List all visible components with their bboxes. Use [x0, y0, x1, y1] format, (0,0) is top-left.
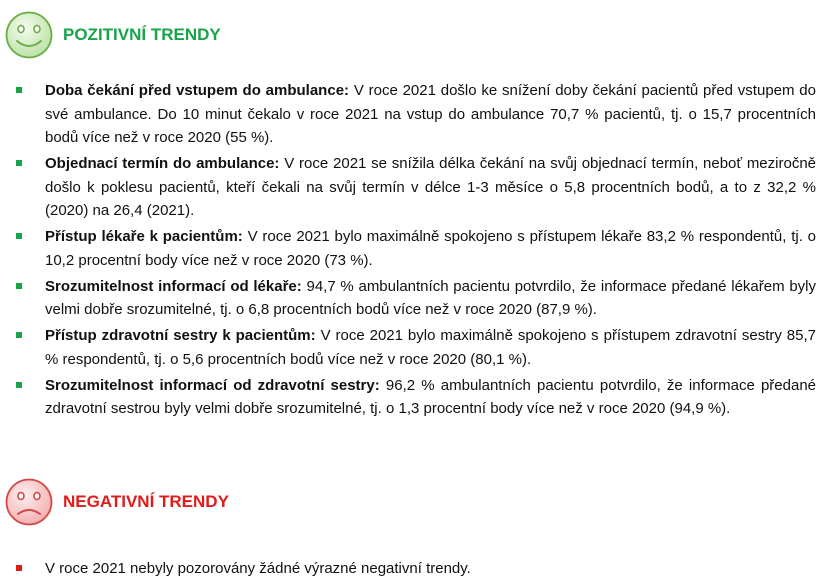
item-title: Přístup zdravotní sestry k pacientům: — [45, 327, 316, 344]
bullet-icon — [16, 332, 22, 338]
list-item — [16, 225, 816, 272]
item-title: Přístup lékaře k pacientům: — [45, 228, 243, 245]
item-text: V roce 2021 se snížila délka čekání na svůj objednací termín, neboť meziročně došlo k poklesu pacientů, kteří čekali na svůj termín v délce 1-3 měsíce o 5,8 procentních bodů, a to z 32,2 % (2020) na 26,4 (2021). — [45, 155, 817, 219]
list-item — [16, 374, 816, 421]
bullet-icon — [16, 565, 22, 571]
list-item — [16, 79, 816, 150]
bullet-icon — [16, 160, 22, 166]
positive-trends-heading: POZITIVNÍ TRENDY — [63, 25, 221, 44]
item-text: 94,7 % ambulantních pacientu potvrdilo, že informace předané lékařem byly velmi dobře srozumitelné, tj. o 6,8 procentních bodů více než v roce 2020 (87,9 %). — [45, 277, 816, 318]
item-text: V roce 2021 nebyly pozorovány žádné výrazné negativní trendy. — [45, 560, 471, 577]
item-text: V roce 2021 bylo maximálně spokojeno s přístupem lékaře 83,2 % respondentů, tj. o 10,2 procentní body více než v roce 2020 (73 %). — [45, 228, 816, 269]
list-item — [16, 557, 816, 581]
smiley-face-icon — [4, 10, 54, 60]
item-text: V roce 2021 došlo ke snížení doby čekání pacientů před vstupem do své ambulance. Do 10 minut čekalo v roce 2021 na vstup do ambulance 70,7 % pacientů, tj. o 15,7 procentních bodů více než v roce 2020 (55 %). — [45, 82, 816, 146]
negative-trends-heading: NEGATIVNÍ TRENDY — [63, 492, 229, 511]
bullet-icon — [16, 283, 22, 289]
positive-trends-list — [16, 79, 816, 423]
item-text: 96,2 % ambulantních pacientu potvrdilo, že informace předané zdravotní sestrou byly velmi dobře srozumitelné, tj. o 1,3 procentní body více než v roce 2020 (94,9 %). — [45, 376, 817, 417]
item-text: V roce 2021 bylo maximálně spokojeno s přístupem zdravotní sestry 85,7 % respondentů, tj. o 5,6 procentních bodů více než v roce 2020 (80,1 %). — [45, 327, 816, 368]
positive-trends-header — [4, 10, 221, 60]
negative-trends-list — [16, 557, 816, 583]
bullet-icon — [16, 233, 22, 239]
bullet-icon — [16, 87, 22, 93]
item-title: Objednací termín do ambulance: — [45, 155, 280, 172]
list-item — [16, 324, 816, 371]
list-item — [16, 275, 816, 322]
bullet-icon — [16, 382, 22, 388]
item-title: Srozumitelnost informací od lékaře: — [45, 277, 302, 295]
list-item — [16, 152, 816, 223]
item-title: Srozumitelnost informací od zdravotní sestry: — [45, 376, 380, 394]
negative-trends-header — [4, 477, 229, 527]
item-title: Doba čekání před vstupem do ambulance: — [45, 82, 350, 99]
sad-face-icon — [4, 477, 54, 527]
